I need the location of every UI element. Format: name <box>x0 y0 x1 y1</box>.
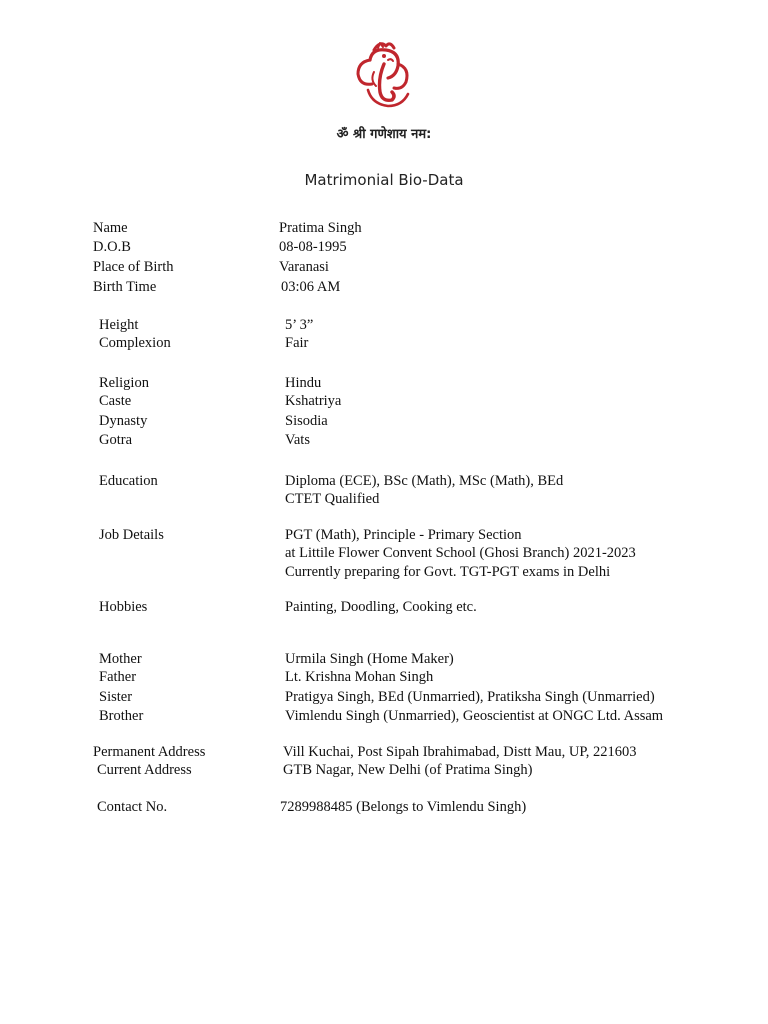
field-label: Dynasty <box>99 413 148 429</box>
field-label: Place of Birth <box>93 259 174 275</box>
field-value: Pratima Singh <box>279 220 362 236</box>
field-label: Birth Time <box>93 279 157 295</box>
field-value: Painting, Doodling, Cooking etc. <box>285 599 477 615</box>
field-label: D.O.B <box>93 239 131 255</box>
field-value: Lt. Krishna Mohan Singh <box>285 669 434 685</box>
field-value: PGT (Math), Principle - Primary Section <box>285 527 522 543</box>
field-value: Vill Kuchai, Post Sipah Ibrahimabad, Distt Mau, UP, 221603 <box>283 744 637 760</box>
field-value: 5’ 3” <box>285 317 314 333</box>
field-label: Job Details <box>99 527 164 543</box>
field-label: Permanent Address <box>93 744 206 760</box>
field-value: Varanasi <box>279 259 329 275</box>
page-title: Matrimonial Bio-Data <box>304 171 464 189</box>
field-value: Sisodia <box>285 413 328 429</box>
field-value: 7289988485 (Belongs to Vimlendu Singh) <box>280 799 527 815</box>
field-label: Caste <box>99 393 132 409</box>
field-value: Vimlendu Singh (Unmarried), Geoscientist at ONGC Ltd. Assam <box>285 708 664 724</box>
field-value: Diploma (ECE), BSc (Math), MSc (Math), BEd <box>285 473 564 489</box>
ganesha-logo <box>350 38 416 110</box>
field-value: 03:06 AM <box>281 279 341 295</box>
field-label: Education <box>99 473 158 489</box>
field-value: GTB Nagar, New Delhi (of Pratima Singh) <box>283 762 533 778</box>
field-label: Complexion <box>99 335 171 351</box>
field-label: Contact No. <box>97 799 168 815</box>
field-label: Sister <box>99 689 133 705</box>
field-value: Pratigya Singh, BEd (Unmarried), Pratiksha Singh (Unmarried) <box>285 689 655 705</box>
field-label: Hobbies <box>99 599 148 615</box>
field-label: Religion <box>99 375 149 391</box>
field-value: Vats <box>285 432 310 448</box>
field-value: 08-08-1995 <box>279 239 347 255</box>
field-value: Currently preparing for Govt. TGT-PGT exams in Delhi <box>285 564 611 580</box>
field-value: Urmila Singh (Home Maker) <box>285 651 454 667</box>
ganesha-icon <box>350 38 416 110</box>
field-value: Fair <box>285 335 309 351</box>
field-label: Mother <box>99 651 142 667</box>
field-label: Current Address <box>97 762 192 778</box>
field-value: Hindu <box>285 375 322 391</box>
field-label: Gotra <box>99 432 133 448</box>
field-value: CTET Qualified <box>285 491 380 507</box>
field-label: Father <box>99 669 137 685</box>
field-value: at Littile Flower Convent School (Ghosi Branch) 2021-2023 <box>285 545 636 561</box>
field-value: Kshatriya <box>285 393 342 409</box>
field-label: Name <box>93 220 128 236</box>
field-label: Brother <box>99 708 144 724</box>
field-label: Height <box>99 317 139 333</box>
mantra-heading: ॐ श्री गणेशाय नम: <box>336 127 432 142</box>
